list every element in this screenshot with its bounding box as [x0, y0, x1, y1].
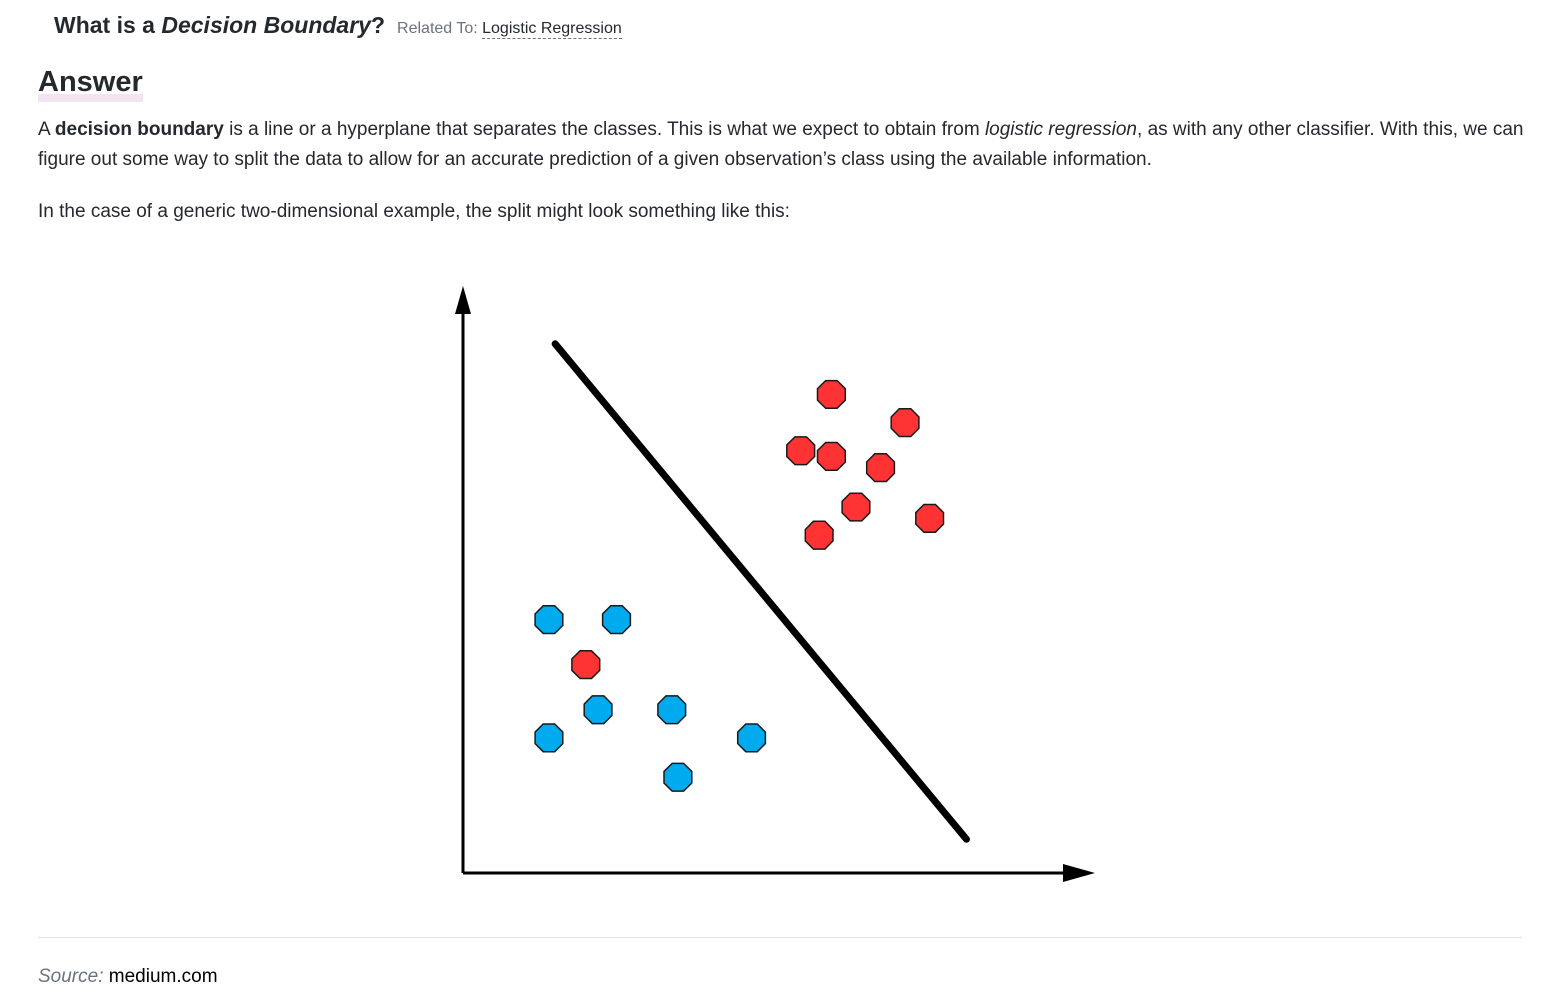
- blue-data-point: [535, 724, 563, 752]
- blue-data-point: [584, 696, 612, 724]
- source-line: [38, 963, 218, 991]
- red-data-point: [818, 381, 846, 409]
- blue-data-point: [738, 724, 766, 752]
- red-data-point: [916, 505, 944, 533]
- red-data-point: [891, 409, 919, 437]
- red-data-point: [867, 454, 895, 482]
- red-data-point: [842, 493, 870, 521]
- answer-paragraph-1: A decision boundary is a line or a hyperplane that separates the classes. This is what we expect to obtain from logistic regression, as with any other classifier. With this, we can figure out some way to split the data to allow for an accurate prediction of a given observation’s class using the available information.: [38, 119, 1524, 170]
- data-points: [535, 381, 943, 791]
- blue-data-point: [603, 606, 631, 634]
- related-to: [397, 20, 622, 38]
- red-data-point: [805, 521, 833, 549]
- question-header: [54, 12, 622, 39]
- y-axis-arrow-icon: [455, 286, 471, 314]
- red-data-point: [572, 651, 600, 679]
- question-title: What is a Decision Boundary?: [54, 12, 386, 38]
- source-label: Source:: [38, 966, 104, 987]
- blue-data-point: [535, 606, 563, 634]
- red-data-point: [787, 437, 815, 465]
- decision-boundary-chart: [420, 270, 1120, 910]
- red-data-point: [818, 443, 846, 471]
- blue-data-point: [658, 696, 686, 724]
- related-topic-link[interactable]: Logistic Regression: [482, 20, 622, 37]
- divider: [38, 937, 1522, 938]
- source-value: medium.com: [108, 966, 218, 987]
- blue-data-point: [664, 763, 692, 791]
- answer-paragraph-2: In the case of a generic two-dimensional example, the split might look something like this:: [38, 201, 790, 222]
- related-to-label: Related To:: [397, 20, 483, 37]
- answer-heading: Answer: [38, 62, 143, 102]
- x-axis-arrow-icon: [1063, 864, 1095, 882]
